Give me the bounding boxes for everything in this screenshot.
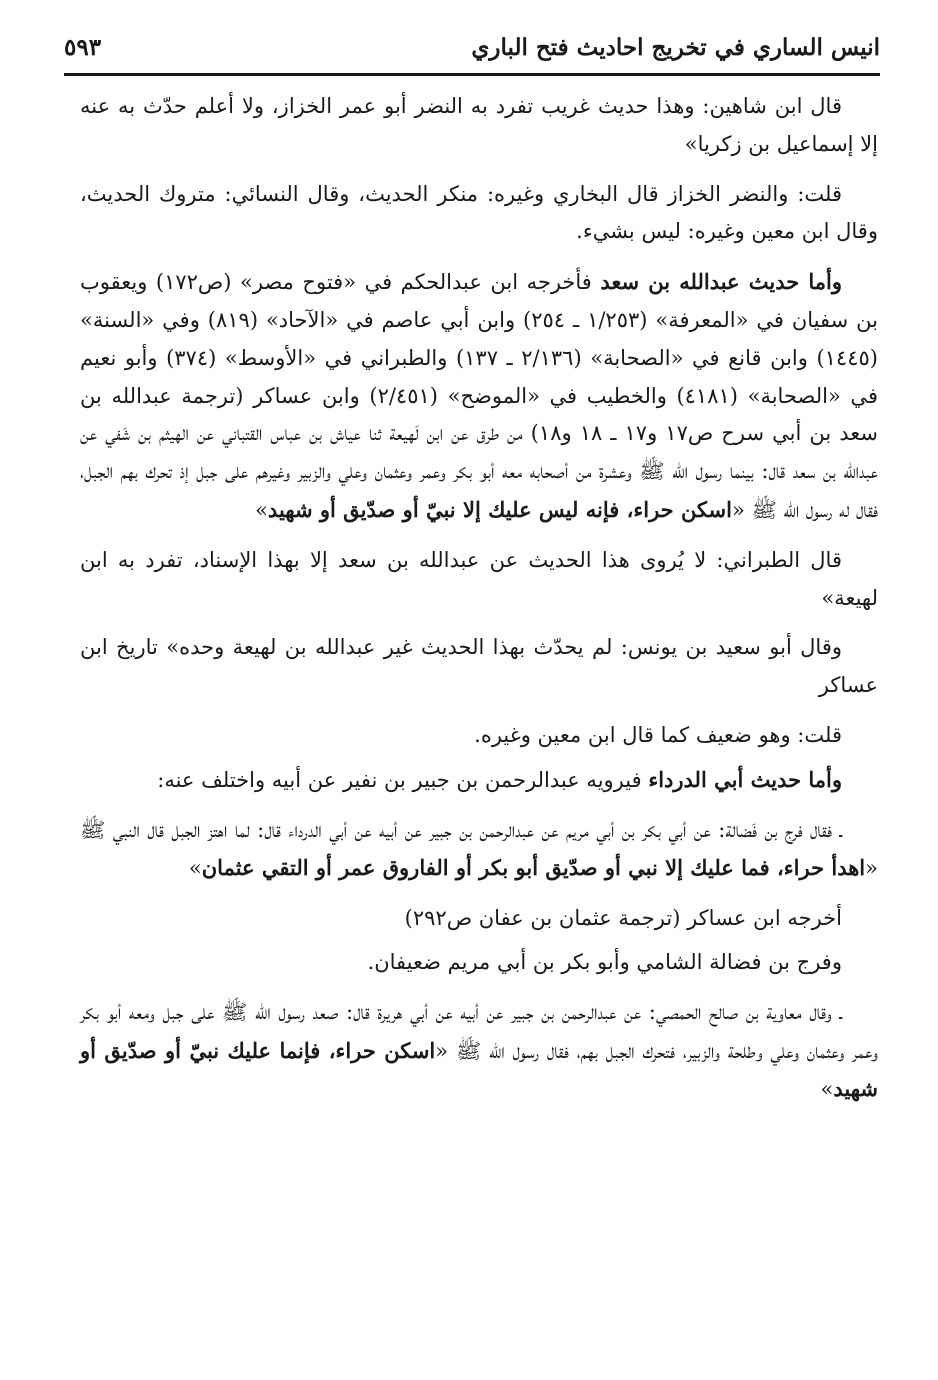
paragraph xyxy=(80,717,878,761)
body-text: ـ وقال معاوية بن صالح الحمصي: عن عبدالرحمن بن جبير عن أبيه عن أبي هريرة قال: صعد رسول الله ﷺ على جبل ومعه أبو بكر وعمر وعثمان وعلي وطلحة والزبير، فتحرك الجبل بهم، فقال رسول الله ﷺ « xyxy=(80,999,878,1063)
body-text: فأخرجه ابن عبدالحكم في «فتوح مصر» (ص١٧٢) ويعقوب بن سفيان في «المعرفة» (١/٢٥٣ ـ ٢٥٤) وابن أبي عاصم في «الآحاد» (٨١٩) وفي «السنة» (١٤٤٥) وابن قانع في «الصحابة» (٢/١٣٦ ـ ١٣٧) والطبراني في «الأوسط» (٣٧٤) وأبو نعيم في «الصحابة» (٤١٨١) والخطيب في «الموضح» (٢/٤٥١) وابن عساكر (ترجمة عبدالله بن سعد بن أبي سرح ص١٧ و١٧ ـ ١٨ و١٨) من طرق عن ابن لَهيعة ثنا عياش بن عباس القتباني عن الهيثم بن شَفي عن عبدالله بن سعد قال: بينما رسول الله ﷺ وعشرة من أصحابه معه أبو بكر وعمر وعثمان وعلي والزبير وغيرهم على جبل إذ تحرك بهم الجبل، فقال له رسول الله ﷺ « xyxy=(80,270,878,522)
page-number: ٥٩٣ xyxy=(64,34,102,61)
body-text: وفرج بن فضالة الشامي وأبو بكر بن أبي مريم ضعيفان. xyxy=(367,949,842,974)
body-text: ـ فقال فرج بن فَضالة: عن أبي بكر بن أبي مريم عن عبدالرحمن بن جبير عن أبيه عن أبي الدرداء قال: لما اهتز الجبل قال النبي ﷺ « xyxy=(80,817,878,881)
body-text: قلت: والنضر الخزاز قال البخاري وغيره: منكر الحديث، وقال النسائي: متروك الحديث، وقال ابن معين وغيره: ليس بشيء. xyxy=(80,181,878,244)
paragraph xyxy=(80,900,878,944)
bold-text: وأما حديث عبدالله بن سعد xyxy=(600,269,842,295)
paragraph xyxy=(80,88,878,176)
paragraph xyxy=(80,263,878,542)
body-text: فيرويه عبدالرحمن بن جبير بن نفير عن أبيه واختلف عنه: xyxy=(157,767,649,792)
bold-text: وأما حديث أبي الدرداء xyxy=(648,766,842,792)
body-text: أخرجه ابن عساكر (ترجمة عثمان بن عفان ص٢٩٢) xyxy=(404,906,842,931)
paragraph xyxy=(80,176,878,264)
page-body xyxy=(80,88,878,1121)
paragraph xyxy=(80,994,878,1121)
bold-text: اهدأ حراء، فما عليك إلا نبي أو صدّيق أبو بكر أو الفاروق عمر أو التقي عثمان xyxy=(201,855,866,881)
body-text: قلت: وهو ضعيف كما قال ابن معين وغيره. xyxy=(474,722,842,747)
paragraph xyxy=(80,761,878,812)
paragraph xyxy=(80,812,878,901)
paragraph xyxy=(80,542,878,630)
paragraph xyxy=(80,629,878,717)
body-text: » xyxy=(820,1077,834,1102)
page-header xyxy=(64,32,880,72)
body-text: » xyxy=(188,856,202,881)
bold-text: اسكن حراء، فإنما عليك نبيّ أو صدّيق أو شهيد xyxy=(80,1037,878,1102)
header-divider xyxy=(64,73,880,76)
running-title: انيس الساري في تخريج احاديث فتح الباري xyxy=(471,34,880,61)
body-text: وقال أبو سعيد بن يونس: لم يحدّث بهذا الحديث غير عبدالله بن لهيعة وحده» تاريخ ابن عساكر xyxy=(80,635,878,698)
bold-text: اسكن حراء، فإنه ليس عليك إلا نبيّ أو صدّيق أو شهيد xyxy=(267,496,732,522)
body-text: » xyxy=(255,497,268,522)
body-text: قال ابن شاهين: وهذا حديث غريب تفرد به النضر أبو عمر الخزاز، ولا أعلم حدّث به عنه إلا إسماعيل بن زكريا» xyxy=(80,94,878,156)
paragraph xyxy=(80,944,878,994)
body-text: قال الطبراني: لا يُروى هذا الحديث عن عبدالله بن سعد إلا بهذا الإسناد، تفرد به ابن لهيعة» xyxy=(80,547,878,610)
